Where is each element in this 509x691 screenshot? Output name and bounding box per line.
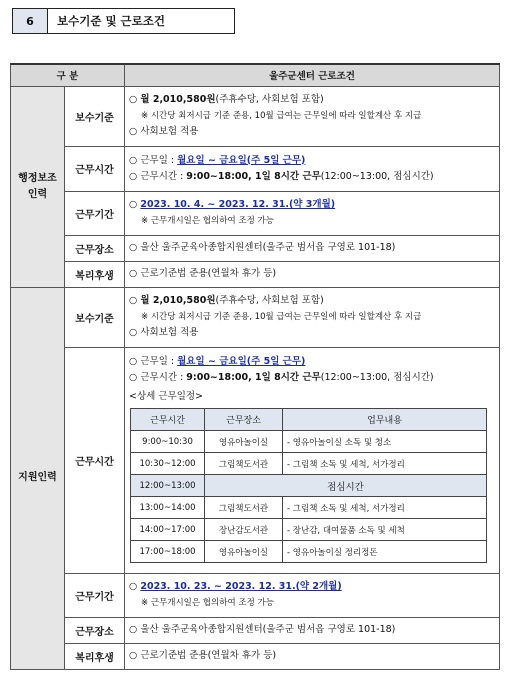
schedule-row: 9:00~10:30 영유아놀이실 - 영유아놀이실 소독 및 청소 [131, 431, 487, 453]
label-welfare: 복리후생 [65, 643, 125, 669]
schedule-table [130, 408, 487, 563]
table-row [11, 146, 500, 191]
period-content: ○ 2023. 10. 4. ~ 2023. 12. 31.(약 3개월) ※ 근무개시일은 협의하여 조정 가능 [125, 191, 500, 235]
label-place: 근무장소 [65, 235, 125, 261]
welfare-content: ○ 근로기준법 준용(연월차 휴가 등) [125, 261, 500, 287]
schedule-row: 14:00~17:00 장난감도서관 - 장난감, 대여물품 소독 및 세척 [131, 519, 487, 541]
schedule-row: 17:00~18:00 영유아놀이실 - 영유아놀이실 정리정돈 [131, 541, 487, 563]
table-row [11, 235, 500, 261]
table-row [11, 347, 500, 573]
label-hours: 근무시간 [65, 146, 125, 191]
label-pay: 보수기준 [65, 287, 125, 347]
table-row [11, 86, 500, 146]
section-header [12, 8, 235, 34]
welfare-content: ○ 근로기준법 준용(연월차 휴가 등) [125, 643, 500, 669]
schedule-title: <상세 근무일정> [129, 391, 204, 402]
label-place: 근무장소 [65, 617, 125, 643]
table-row [11, 261, 500, 287]
label-welfare: 복리후생 [65, 261, 125, 287]
schedule-row: 13:00~14:00 그림책도서관 - 그림책 소독 및 세척, 서가정리 [131, 497, 487, 519]
header-category: 구 분 [11, 64, 125, 86]
group-support-staff: 지원인력 [11, 287, 65, 669]
pay-content: ○ 월 2,010,580원(주휴수당, 사회보험 포함) ※ 시간당 최저시급 기준 준용, 10월 급여는 근무일에 따라 일할계산 후 지급 ○ 사회보험 적용 [125, 86, 500, 146]
header-conditions: 울주군센터 근로조건 [125, 64, 500, 86]
table-row [11, 191, 500, 235]
table-header-row [11, 64, 500, 86]
pay-content: ○ 월 2,010,580원(주휴수당, 사회보험 포함) ※ 시간당 최저시급 기준 준용, 10월 급여는 근무일에 따라 일할계산 후 지급 ○ 사회보험 적용 [125, 287, 500, 347]
label-pay: 보수기준 [65, 86, 125, 146]
period-content: ○ 2023. 10. 23. ~ 2023. 12. 31.(약 2개월) ※ 근무개시일은 협의하여 조정 가능 [125, 573, 500, 617]
table-row [11, 573, 500, 617]
place-content: ○ 울산 울주군육아종합지원센터(울주군 범서읍 구영로 101-18) [125, 235, 500, 261]
section-title: 보수기준 및 근로조건 [48, 8, 235, 34]
table-row [11, 617, 500, 643]
schedule-lunch-row: 12:00~13:00 점심시간 [131, 475, 487, 497]
label-hours: 근무시간 [65, 347, 125, 573]
working-conditions-table [10, 63, 500, 670]
place-content: ○ 울산 울주군육아종합지원센터(울주군 범서읍 구영로 101-18) [125, 617, 500, 643]
hours-content: ○ 근무일 : 월요일 ~ 금요일(주 5일 근무) ○ 근무시간 : 9:00~18:00, 1일 8시간 근무(12:00~13:00, 점심시간) [125, 146, 500, 191]
hours-content: ○ 근무일 : 월요일 ~ 금요일(주 5일 근무) ○ 근무시간 : 9:00~18:00, 1일 8시간 근무(12:00~13:00, 점심시간) <상세 근무일정> 근무시간 근무장소 업무내용 9:00~10:30 영유아놀이실 - 영유아놀이실 소독 및 청소 10:30~12:00 그림책도서관 - 그림책 소독 및 세척, 서가정리 12:00~13:00 점심시간 13:00~14:00 그림책도서관 - 그림책 소독 및 세척, 서가정리 14:00~17:00 장난감도서관 - 장난감, 대여물품 소독 및 세척 17:00~18:00 영유아놀이실 - 영유아놀이실 정리정돈 [125, 347, 500, 573]
schedule-header-row: 근무시간 근무장소 업무내용 [131, 409, 487, 431]
schedule-row: 10:30~12:00 그림책도서관 - 그림책 소독 및 세척, 서가정리 [131, 453, 487, 475]
section-number: 6 [12, 8, 48, 34]
group-admin-assistant: 행정보조 인력 [11, 86, 65, 287]
table-row [11, 643, 500, 669]
label-period: 근무기간 [65, 573, 125, 617]
label-period: 근무기간 [65, 191, 125, 235]
table-row [11, 287, 500, 347]
